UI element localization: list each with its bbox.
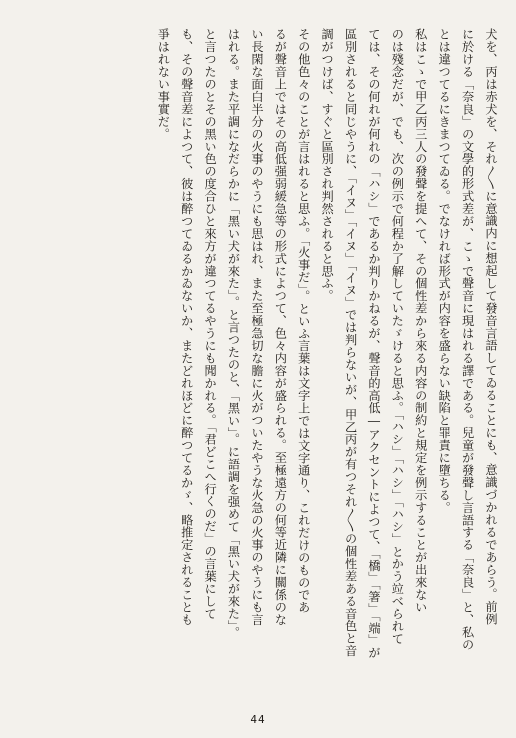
- text-line: のは殘念だが、でも、次の例示で何程か了解していたゞけると思ふ。「ハシ」「ハシ」「ハシ」とかう竝べられて: [390, 28, 405, 645]
- text-line: その他色々のことが言はれると思ふ。「火事だ」。といふ言葉は文字上では文字通り、これだけのものであ: [296, 28, 311, 614]
- vertical-text-body: [12, 28, 502, 698]
- page-number: 44: [250, 713, 266, 726]
- text-line: ては、その何れが何れの「ハシ」であるか判りかねるが、聲音的高低―アクセントによつて、「橋」「箸」「端」が: [366, 28, 381, 659]
- text-line: 爭はれない事實だ。: [156, 28, 171, 141]
- text-line: 區別されると同じやうに、「イヌ」「イヌ」「イヌ」では判らないが、甲乙丙が有つそれ〳〵の個性差ある音色と音: [343, 28, 358, 657]
- text-line: い長閑な面白半分の火事のやうにも思はれ、また至極急切な膽に火がついたやうな火急の火事のやうにも言: [249, 28, 264, 626]
- text-line: はれる。また平調になだらかに「黑い犬が來た」。と言つたのと、「黑い」。に語調を强めて「黑い犬が來た」。: [226, 28, 241, 639]
- text-line: も、その聲音差によつて、彼は醉つてゐるかゐないか、またどれほどに醉つてるかゞ、略推定されることも: [179, 28, 194, 626]
- text-line: 調がつけば、すぐと區別され判然されると思ふ。: [320, 28, 335, 302]
- text-line: 犬を、丙は赤犬を、それ〳〵に意識内に想起して發音言語してゐることにも、意識づかれるであらう。前例: [484, 28, 498, 626]
- text-line: とは違つてるにきまつてゐる。でなければ形式が内容を盛らない缺陷と罪責に墮ちる。: [437, 28, 452, 514]
- text-line: と言つたのとその黑い色の度合ひと來方が違つてるやうにも聞かれる。「君どこへ行くのだ」の言葉にして: [203, 28, 218, 620]
- text-line: 私はこゝで甲乙丙三人の發聲を提へて、その個性差から來る内容の制約と規定を例示することが出來ない: [413, 28, 428, 614]
- text-line: るが聲音上ではその高低强弱緩急等の形式によつて、色々内容が盛られる。至極遠方の何等近隣に關係のな: [273, 28, 288, 626]
- text-line: に於ける「奈良」の文學的形式差が、こゝで聲音に現はれる譯である。兒童が發聲し言語する「奈良」と、私の: [460, 28, 475, 651]
